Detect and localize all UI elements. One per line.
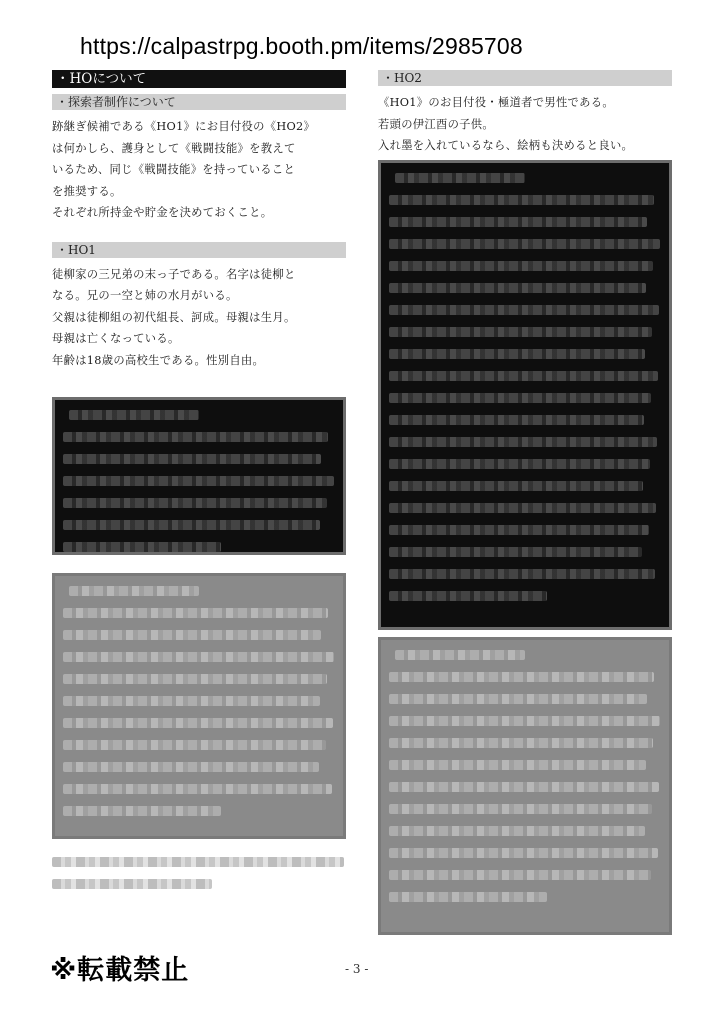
ho2-section-header: ・HO2 [378,70,672,86]
creation-line: 跡継ぎ候補である《HO1》にお目付役の《HO2》 [52,120,316,133]
redacted-box-ho1-secret-2 [52,573,346,839]
redacted-text-line [63,718,333,728]
redacted-text-line [69,586,199,596]
ho2-line: 若頭の伊江酉の子供。 [378,117,494,131]
redacted-text-line [389,694,647,704]
redacted-text-line [63,674,327,684]
redacted-text-line [63,806,221,816]
redacted-text-line [63,652,334,662]
ho2-line: 入れ墨を入れているなら、絵柄も決めると良い。 [378,139,634,152]
redacted-text-line [63,498,327,508]
redacted-text-line [389,738,653,748]
redacted-text-line [389,481,643,491]
creation-section-header: ・探索者制作について [52,94,346,110]
redacted-text-line [389,217,647,227]
redacted-text-line [389,239,660,249]
creation-line: いるため、同じ《戦闘技能》を持っていること [52,163,296,176]
right-column [378,70,672,157]
redacted-text-line [52,879,212,889]
redacted-text-line [389,525,649,535]
redacted-text-line [389,327,652,337]
redacted-text-line [389,547,642,557]
ho1-line: 徒柳家の三兄弟の末っ子である。名字は徒柳と [52,267,296,281]
redacted-text-line [389,195,654,205]
ho2-line: 《HO1》のお目付役・極道者で男性である。 [378,96,614,109]
redacted-text-line [63,520,320,530]
redacted-text-line [63,784,332,794]
redacted-text-line [389,848,658,858]
redacted-box-ho2-secret-2 [378,637,672,935]
ho-section-header: ・HOについて [52,70,346,88]
redacted-text-line [389,672,654,682]
redacted-text-line [63,630,321,640]
redacted-text-line [389,870,651,880]
redacted-text-line [389,782,659,792]
redacted-text-line [63,762,319,772]
redacted-text-line [389,371,658,381]
creation-line: を推奨する。 [52,184,122,198]
redacted-box-ho2-secret [378,160,672,630]
redacted-text-line [389,892,547,902]
redacted-text-line [389,826,645,836]
ho1-line: 母親は亡くなっている。 [52,332,180,345]
redacted-text-line [63,696,320,706]
redacted-text-line [389,305,659,315]
redacted-text-line [63,476,334,486]
ho1-line: 年齢は18歳の高校生である。性別自由。 [52,353,265,367]
redacted-text-line [63,432,328,442]
redacted-text-line [63,608,328,618]
redacted-text-line [63,740,326,750]
redacted-text-line [389,283,646,293]
redacted-text-line [52,857,344,867]
ho1-line: なる。兄の一空と姉の水月がいる。 [52,289,238,302]
redacted-text-line [389,393,651,403]
redacted-box-ho1-secret [52,397,346,555]
creation-line: それぞれ所持金や貯金を決めておくこと。 [52,206,273,219]
reprint-prohibited-notice: ※転載禁止 [50,955,190,986]
redacted-text-line [389,261,653,271]
redacted-text-line [389,804,652,814]
redacted-text-line [395,173,525,183]
source-url: https://calpastrpg.booth.pm/items/2985708 [80,33,523,59]
redacted-text-line [389,569,655,579]
redacted-text-line [389,760,646,770]
redacted-text-line [63,542,221,552]
creation-line: は何かしら、護身として《戦闘技能》を教えて [52,141,296,155]
redacted-text-line [389,503,656,513]
redacted-text-line [69,410,199,420]
redacted-text-line [389,349,645,359]
ho1-line: 父親は徒柳組の初代組長、訶成。母親は生月。 [52,310,296,324]
redacted-text-line [395,650,525,660]
page-number: - 3 - [345,962,369,976]
redacted-text-line [389,437,657,447]
ho1-section-header: ・HO1 [52,242,346,258]
redacted-text-line [389,716,660,726]
redacted-text-line [389,459,650,469]
redacted-text-line [389,591,547,601]
redacted-text-line [389,415,644,425]
left-column [52,70,346,371]
redacted-text-line [63,454,321,464]
